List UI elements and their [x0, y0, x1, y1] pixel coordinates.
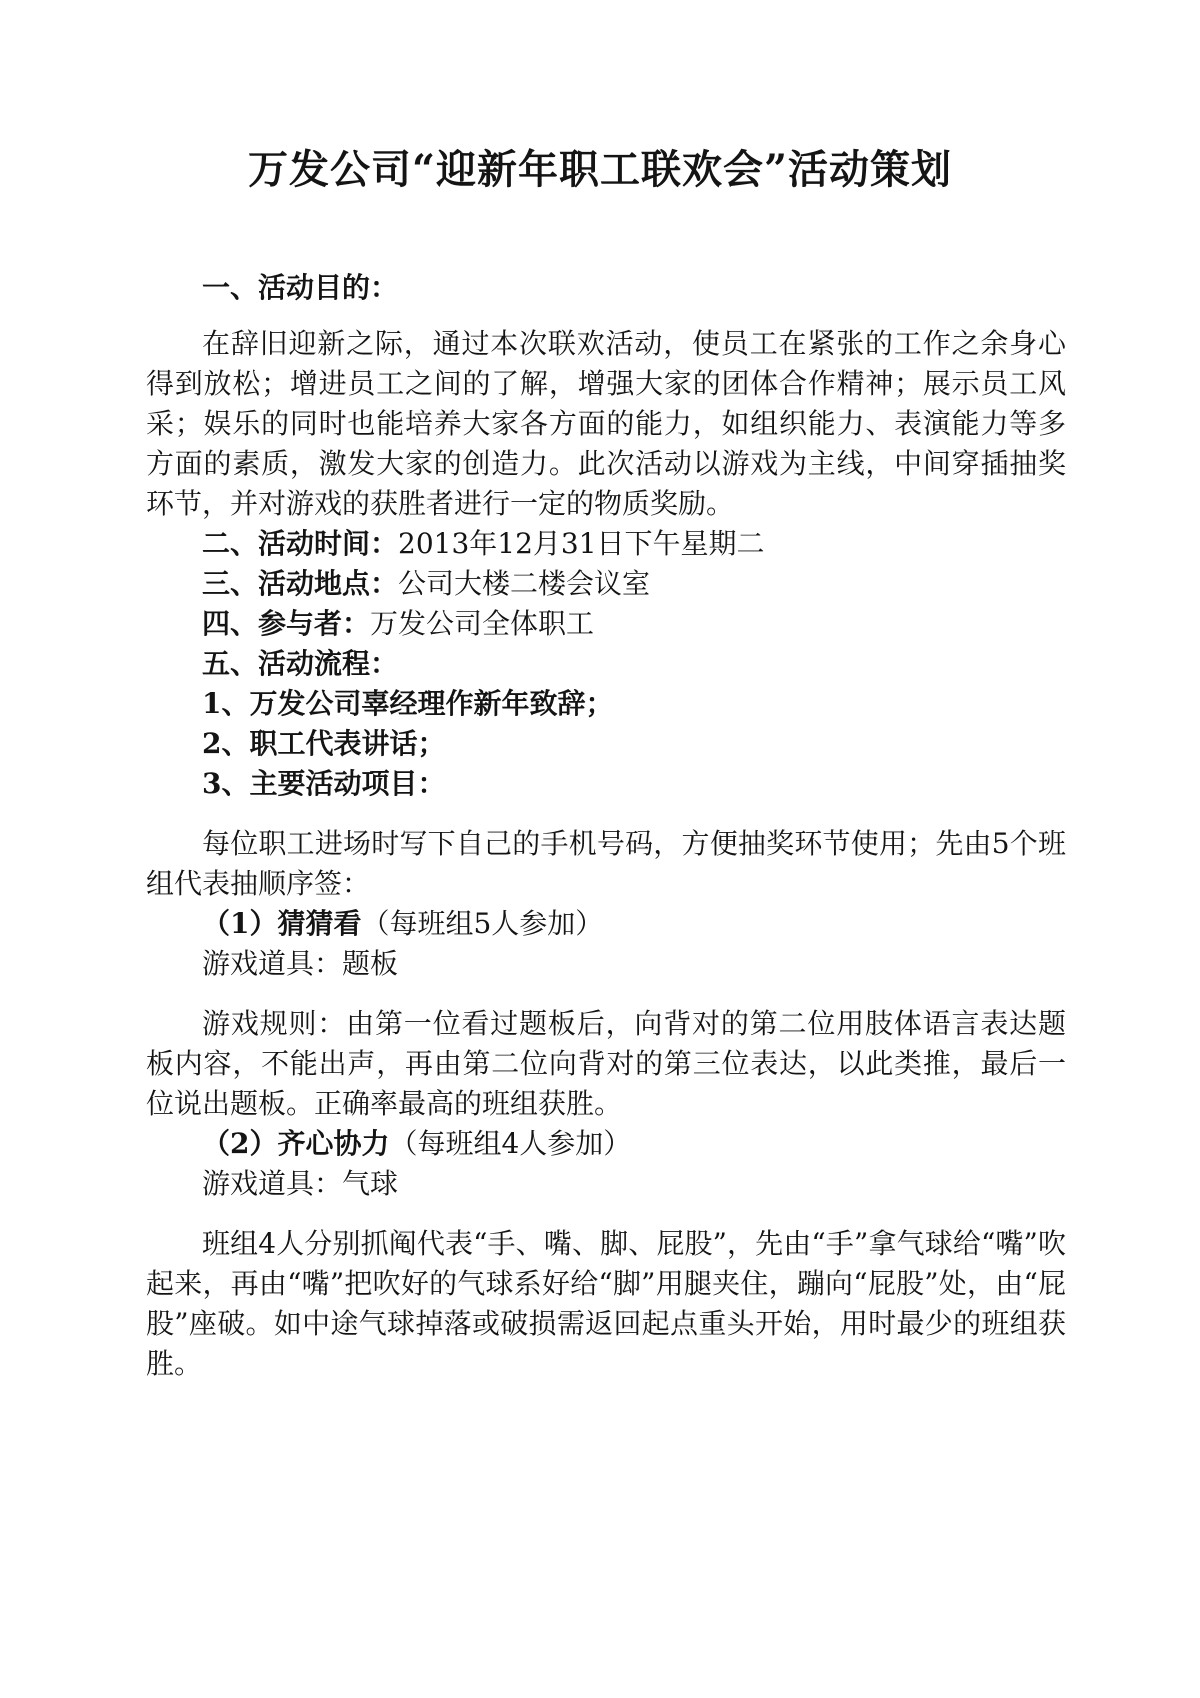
document-body: [146, 268, 1066, 1384]
process-step-3: 3、主要活动项目：: [202, 767, 446, 800]
game1-props: 游戏道具：题板: [202, 947, 399, 980]
game1-name: （1）猜猜看: [202, 907, 362, 940]
game2-props: 游戏道具：气球: [202, 1167, 399, 1200]
participants-line: [146, 604, 1066, 644]
process-step-2: 2、职工代表讲话；: [202, 727, 446, 760]
game2-note: （每班组4人参加）: [389, 1127, 632, 1160]
process-heading: 五、活动流程：: [202, 647, 399, 680]
participants-value: 万发公司全体职工: [370, 607, 595, 640]
process-intro-paragraph: 每位职工进场时写下自己的手机号码，方便抽奖环节使用；先由5个班组代表抽顺序签：: [146, 827, 1066, 900]
document-title: 万发公司“迎新年职工联欢会”活动策划: [247, 146, 952, 193]
time-label: 二、活动时间：: [202, 527, 399, 560]
game1-rules: 游戏规则：由第一位看过题板后，向背对的第二位用肢体语言表达题板内容，不能出声，再由第二位向背对的第三位表达，以此类推，最后一位说出题板。正确率最高的班组获胜。: [146, 1007, 1066, 1120]
game2-title-line: [146, 1124, 1066, 1164]
place-label: 三、活动地点：: [202, 567, 399, 600]
place-line: [146, 564, 1066, 604]
game2-rules: 班组4人分别抓阄代表“手、嘴、脚、屁股”，先由“手”拿气球给“嘴”吹起来，再由“嘴”把吹好的气球系好给“脚”用腿夹住，蹦向“屁股”处，由“屁股”座破。如中途气球掉落或破损需返回起点重头开始，用时最少的班组获胜。: [146, 1227, 1066, 1380]
purpose-heading: 一、活动目的：: [202, 271, 399, 304]
game1-title-line: [146, 904, 1066, 944]
purpose-paragraph: 在辞旧迎新之际，通过本次联欢活动，使员工在紧张的工作之余身心得到放松；增进员工之间的了解，增强大家的团体合作精神；展示员工风采；娱乐的同时也能培养大家各方面的能力，如组织能力、表演能力等多方面的素质，激发大家的创造力。此次活动以游戏为主线，中间穿插抽奖环节，并对游戏的获胜者进行一定的物质奖励。: [146, 327, 1066, 520]
place-value: 公司大楼二楼会议室: [398, 567, 651, 600]
process-step-1: 1、万发公司辜经理作新年致辞；: [202, 687, 614, 720]
time-line: [146, 524, 1066, 564]
game2-name: （2）齐心协力: [202, 1127, 390, 1160]
time-value: 2013年12月31日下午星期二: [398, 527, 765, 560]
game1-note: （每班组5人参加）: [361, 907, 604, 940]
participants-label: 四、参与者：: [202, 607, 371, 640]
